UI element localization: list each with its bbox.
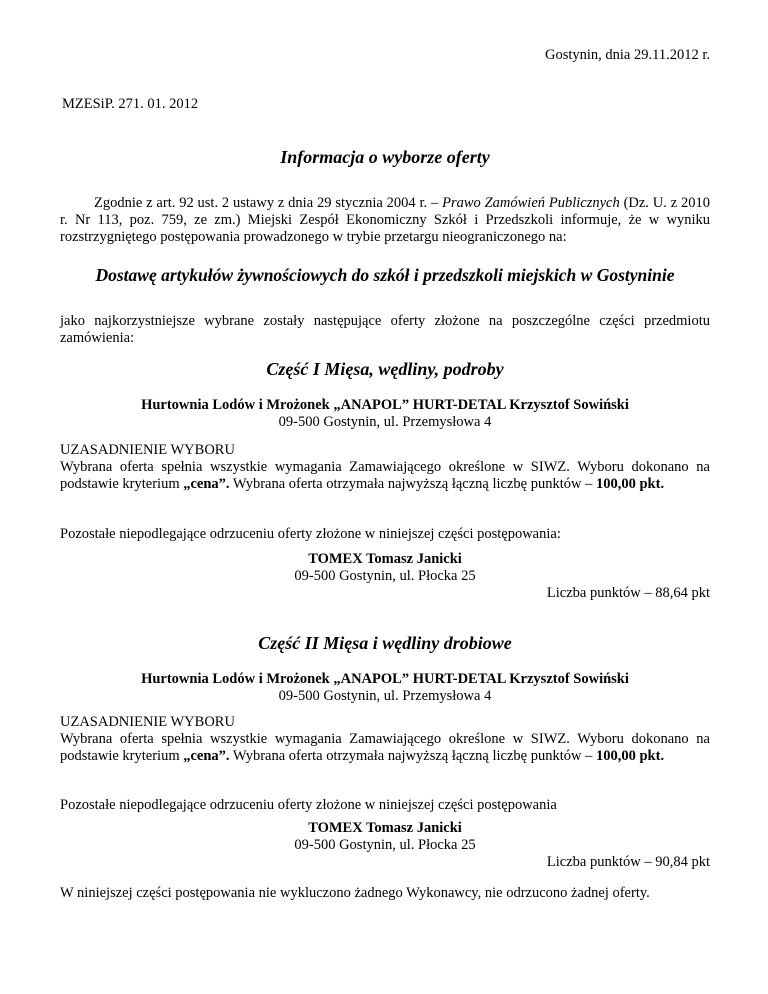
intro-text-1: Zgodnie z art. 92 ust. 2 ustawy z dnia 29 stycznia 2004 r. – [94,195,443,211]
reference-number: MZESiP. 271. 01. 2012 [62,96,199,112]
part-2-points: 100,00 pkt. [595,748,665,764]
part-2-winner [60,671,710,705]
final-note: W niniejszej części postępowania nie wykluczono żadnego Wykonawcy, nie odrzucono żadnej oferty. [60,885,650,901]
part-2-heading: Część II Mięsa i wędliny drobiowe [258,633,512,653]
part-2-other-points: Liczba punktów – 90,84 pkt [546,854,710,870]
intro-paragraph [60,195,710,246]
part-1-justification [60,442,710,493]
part-1-winner [60,397,710,431]
part-2-justification-heading: UZASADNIENIE WYBORU [60,714,235,730]
part-1-justification-part1: Wybrana oferta spełnia wszystkie wymagania Zamawiającego określone w SIWZ. Wyboru dokonano na podstawie kryterium [60,459,710,492]
intro-text-2: (Dz. U. z 2010 r. Nr 113, poz. 759, ze zm.) Miejski Zespół Ekonomiczny Szkół i Przedszkoli informuje, że w wyniku rozstrzygniętego postępowania prowadzonego w trybie przetargu nieograniczonego na: [60,195,710,245]
part-1-other-address: 09-500 Gostynin, ul. Płocka 25 [294,568,476,584]
part-1-criterion: „cena”. [183,476,230,492]
part-1-other-name: TOMEX Tomasz Janicki [308,551,462,567]
page-title: Informacja o wyborze oferty [280,147,490,167]
part-1-others-intro: Pozostałe niepodlegające odrzuceniu oferty złożone w niniejszej części postępowania: [60,526,561,542]
law-name: Prawo Zamówień Publicznych [442,195,620,211]
part-2-justification-text [60,731,710,765]
part-2-other-name: TOMEX Tomasz Janicki [308,820,462,836]
part-2-justification-part1: Wybrana oferta spełnia wszystkie wymagania Zamawiającego określone w SIWZ. Wyboru dokonano na podstawie kryterium [60,731,710,764]
part-2-others-intro: Pozostałe niepodlegające odrzuceniu oferty złożone w niniejszej części postępowania [60,797,557,813]
part-1-justification-part2: Wybrana oferta otrzymała najwyższą łączną liczbę punktów – [229,476,596,492]
part-1-justification-heading: UZASADNIENIE WYBORU [60,442,235,458]
part-1-other-offer [60,551,710,585]
part-2-winner-address: 09-500 Gostynin, ul. Przemysłowa 4 [278,688,492,704]
part-1-winner-name: Hurtownia Lodów i Mrożonek „ANAPOL” HURT-DETAL Krzysztof Sowiński [141,397,629,413]
part-2-other-address: 09-500 Gostynin, ul. Płocka 25 [294,837,476,853]
part-1-justification-text [60,459,710,493]
part-1-winner-address: 09-500 Gostynin, ul. Przemysłowa 4 [278,414,492,430]
part-2-justification [60,714,710,765]
place-date: Gostynin, dnia 29.11.2012 r. [544,47,710,63]
contract-subject: Dostawę artykułów żywnościowych do szkół i przedszkoli miejskich w Gostyninie [95,265,675,285]
part-2-other-offer [60,820,710,854]
part-1-points: 100,00 pkt. [595,476,665,492]
part-1-heading: Część I Mięsa, wędliny, podroby [266,359,504,379]
lead-paragraph: jako najkorzystniejsze wybrane zostały następujące oferty złożone na poszczególne części przedmiotu zamówienia: [60,313,710,346]
part-2-criterion: „cena”. [183,748,230,764]
part-2-justification-part2: Wybrana oferta otrzymała najwyższą łączną liczbę punktów – [229,748,596,764]
part-1-other-points: Liczba punktów – 88,64 pkt [546,585,710,601]
part-2-winner-name: Hurtownia Lodów i Mrożonek „ANAPOL” HURT-DETAL Krzysztof Sowiński [141,671,629,687]
